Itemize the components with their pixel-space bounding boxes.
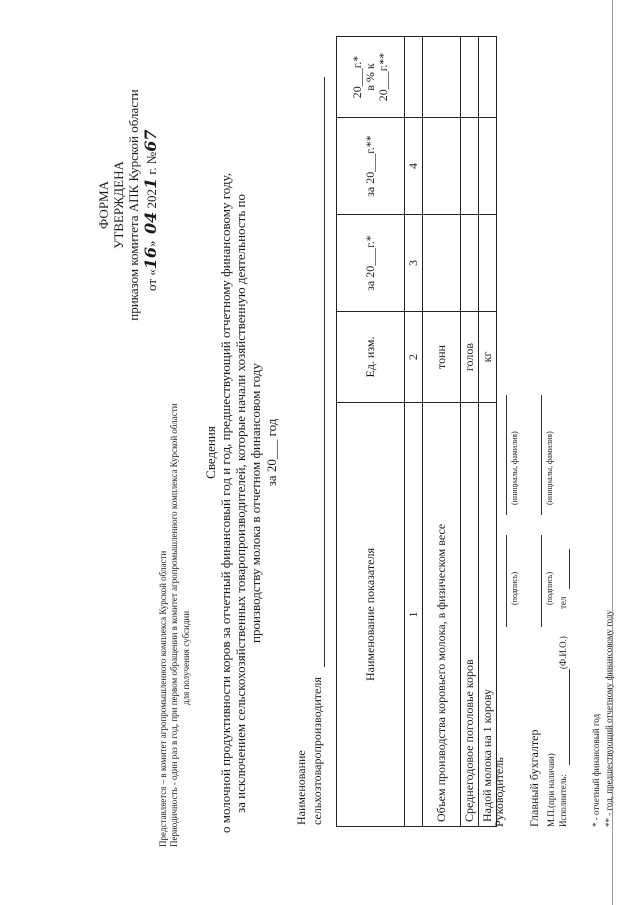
- col-number-3: 3: [405, 215, 423, 312]
- date-mid: »: [144, 240, 159, 247]
- executor-tel-line: [569, 549, 570, 589]
- value-cell[interactable]: [461, 118, 479, 215]
- header-year-previous: за 20___г.**: [337, 118, 405, 215]
- value-cell[interactable]: [461, 37, 479, 118]
- head-name-line: [506, 395, 507, 515]
- value-cell[interactable]: [479, 118, 497, 215]
- order-date: [141, 130, 160, 291]
- row-unit-tonnes: тонн: [423, 312, 461, 403]
- value-cell[interactable]: [461, 215, 479, 312]
- header-percent: [337, 37, 405, 118]
- producer-label-2: сельхозтоваропроизводителя: [310, 677, 324, 825]
- executor-fio: (Ф.И.О.): [558, 636, 568, 669]
- date-year-prefix: 202: [144, 188, 159, 209]
- approved-label: УТВЕРЖДЕНА: [111, 161, 126, 249]
- value-cell[interactable]: [423, 118, 461, 215]
- producer-label-1: Наименование: [294, 750, 308, 825]
- submission-line-1: Представляется – в комитет агропромышленного комплекса Курской области: [158, 550, 168, 847]
- table-header-row: [337, 37, 405, 827]
- title-year-line: за 20___ год: [264, 418, 279, 487]
- executor-label: Исполнитель:: [558, 774, 568, 827]
- col-number-4: 4: [405, 118, 423, 215]
- value-cell[interactable]: [423, 37, 461, 118]
- value-cell[interactable]: [423, 215, 461, 312]
- date-prefix: от «: [144, 269, 159, 291]
- title-line-2: за исключением сельскохозяйственных товаропроизводителей, которые начали хозяйственную деятельность по: [233, 194, 248, 813]
- header-percent-line-2: в % к: [363, 63, 377, 91]
- footnote-2: ** - год, предшествующий отчетному финансовому году: [604, 610, 614, 827]
- date-day-handwritten: 16: [141, 246, 160, 270]
- head-signature-line: [506, 535, 507, 627]
- date-no: г. №: [144, 151, 159, 178]
- table-row: [461, 37, 479, 827]
- scan-edge-line: [612, 0, 613, 905]
- title-line-1: о молочной продуктивности коров за отчетный финансовый год и год, предшествующий отчетному финансовому году,: [218, 173, 233, 833]
- accountant-label: Главный бухгалтер: [527, 729, 541, 827]
- head-label: Руководитель: [492, 757, 506, 827]
- date-month-handwritten: 04: [141, 211, 160, 234]
- executor-name-line: [569, 669, 570, 765]
- col-number-1: 1: [405, 403, 423, 827]
- table-number-row: [405, 37, 423, 827]
- accountant-signature-caption: (подпись): [545, 571, 554, 605]
- order-number-handwritten: 67: [141, 129, 160, 152]
- title-line-3: производству молока в отчетном финансовом году: [248, 363, 263, 643]
- header-percent-line-1: 20___г.*: [350, 55, 364, 99]
- accountant-signature-line: [541, 535, 542, 627]
- form-label: ФОРМА: [96, 181, 111, 229]
- row-name-milk-volume: Объем производства коровьего молока, в физическом весе: [423, 403, 461, 827]
- row-name-average-cows: Среднегодовое поголовье коров: [461, 403, 479, 827]
- header-indicator-name: Наименование показателя: [337, 403, 405, 827]
- footnote-1: * - отчетный финансовый год: [591, 713, 601, 827]
- header-unit: Ед. изм.: [337, 312, 405, 403]
- producer-name-line: [324, 77, 325, 667]
- table-row: [479, 37, 497, 827]
- table-row: [423, 37, 461, 827]
- indicators-table: [336, 36, 497, 827]
- title-main: Сведения: [203, 426, 218, 479]
- value-cell[interactable]: [479, 37, 497, 118]
- stamp-label: М.П.(при наличии): [546, 753, 556, 827]
- col-number-5: [405, 37, 423, 118]
- accountant-name-line: [541, 395, 542, 515]
- head-name-caption: (инициалы, фамилия): [510, 431, 519, 505]
- row-unit-heads: голов: [461, 312, 479, 403]
- accountant-name-caption: (инициалы, фамилия): [545, 431, 554, 505]
- submission-line-3: для получения субсидии: [181, 610, 191, 705]
- executor-tel: тел: [558, 596, 568, 609]
- col-number-2: 2: [405, 312, 423, 403]
- date-year-handwritten: 1: [141, 177, 160, 189]
- header-percent-line-3: 20___г.**: [376, 52, 390, 102]
- header-year-current: за 20___г.*: [337, 215, 405, 312]
- value-cell[interactable]: [479, 215, 497, 312]
- order-line: приказом комитета АПК Курской области: [126, 89, 141, 321]
- submission-line-2: Периодичность - один раз в год, при первом обращении в комитет агропромышленного комплекса Курской области: [169, 403, 179, 847]
- row-unit-kg: кг: [479, 312, 497, 403]
- row-name-milk-yield: Надой молока на 1 корову: [479, 403, 497, 827]
- head-signature-caption: (подпись): [510, 571, 519, 605]
